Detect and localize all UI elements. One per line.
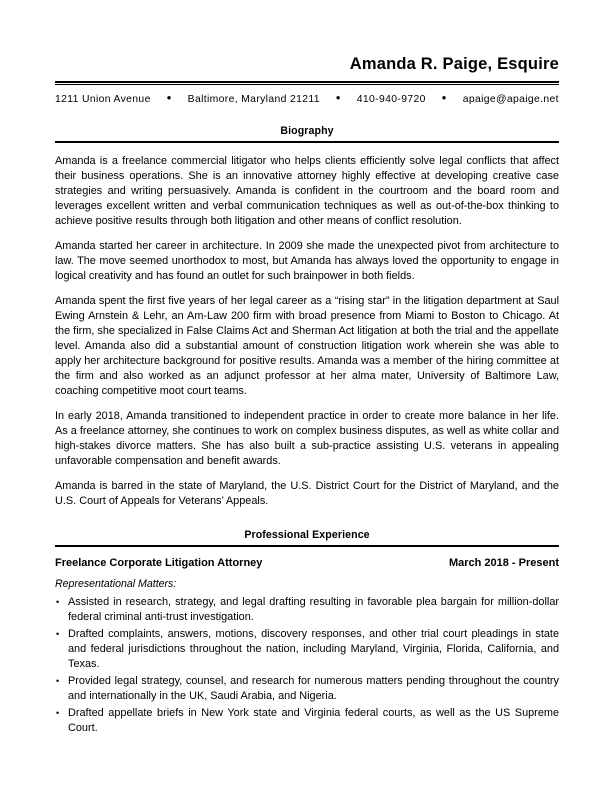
biography-paragraph: Amanda started her career in architecture. In 2009 she made the unexpected pivot from architecture to law. The move seemed unorthodox to most, but Amanda has always loved the opportunity to engage in logical creativity and has found an outlet for such brainpower in both fields. [55, 240, 559, 283]
contact-separator-icon: ● [166, 93, 172, 103]
biography-paragraph: Amanda is barred in the state of Maryland, the U.S. District Court for the District of Maryland, and the U.S. Court of Appeals for Veterans’ Appeals. [55, 480, 559, 508]
page-content [55, 0, 559, 736]
job-entry-header [55, 547, 559, 569]
biography-paragraph: Amanda is a freelance commercial litigator who helps clients efficiently solve legal conflicts that affect their business operations. She is an innovative attorney highly effective at developing creative case strategies and writing persuasively. Amanda is confident in the courtroom and the board room and leverages excellent written and verbal communication techniques as well as out-of-the-box thinking to achieve positive results through both litigation and other means of conflict resolution. [55, 155, 559, 228]
list-item: • Drafted complaints, answers, motions, discovery responses, and other trial court pleadings in state and federal jurisdictions throughout the nation, including Maryland, Virginia, Florida, California, and Texas. [55, 627, 559, 672]
list-item: • Assisted in research, strategy, and legal drafting resulting in favorable plea bargain for million-dollar federal criminal anti-trust investigation. [55, 595, 559, 625]
contact-separator-icon: ● [335, 93, 341, 103]
biography-paragraph: In early 2018, Amanda transitioned to independent practice in order to create more balance in her life. As a freelance attorney, she continues to work on complex business disputes, as well as white collar and high-stakes divorce matters. She has also built a sub-practice assisting U.S. veterans in appealing unfavorable compensation and benefit awards. [55, 410, 559, 468]
contact-line [55, 85, 559, 105]
job-dates: March 2018 - Present [448, 557, 559, 570]
list-item: • Drafted appellate briefs in New York state and Virginia federal courts, as well as the US Supreme Court. [55, 706, 559, 736]
contact-separator-icon: ● [441, 93, 447, 103]
contact-street: 1211 Union Avenue [55, 94, 151, 106]
job-subheading: Representational Matters: [55, 578, 177, 591]
section-heading-professional-experience: Professional Experience [244, 529, 370, 542]
biography-paragraph: Amanda spent the first five years of her legal career as a “rising star” in the litigation department at Saul Ewing Arnstein & Lehr, an Am-Law 200 firm with broad presence from Miami to Boston to Chicago. At the firm, she specialized in False Claims Act and Sherman Act litigation at both the trial and the appellate level. Amanda also did a substantial amount of construction litigation work wherein she was able to apply her architecture background for positive results. Amanda was a member of the hiring committee at the firm and also worked as an adjunct professor at her alma mater, University of Baltimore Law, coaching competitive moot court teams. [55, 295, 559, 398]
contact-phone[interactable]: 410-940-9720 [356, 94, 426, 106]
section-heading-biography: Biography [280, 125, 334, 138]
job-bullet-list [55, 590, 559, 736]
list-item: • Provided legal strategy, counsel, and research for numerous matters pending throughout the country and internationally in the UK, Saudi Arabia, and Nigeria. [55, 674, 559, 704]
contact-email[interactable]: apaige@apaige.net [462, 94, 559, 106]
job-title: Freelance Corporate Litigation Attorney [55, 557, 263, 570]
page-title: Amanda R. Paige, Esquire [349, 55, 559, 73]
contact-city-state-zip: Baltimore, Maryland 21211 [187, 94, 320, 106]
